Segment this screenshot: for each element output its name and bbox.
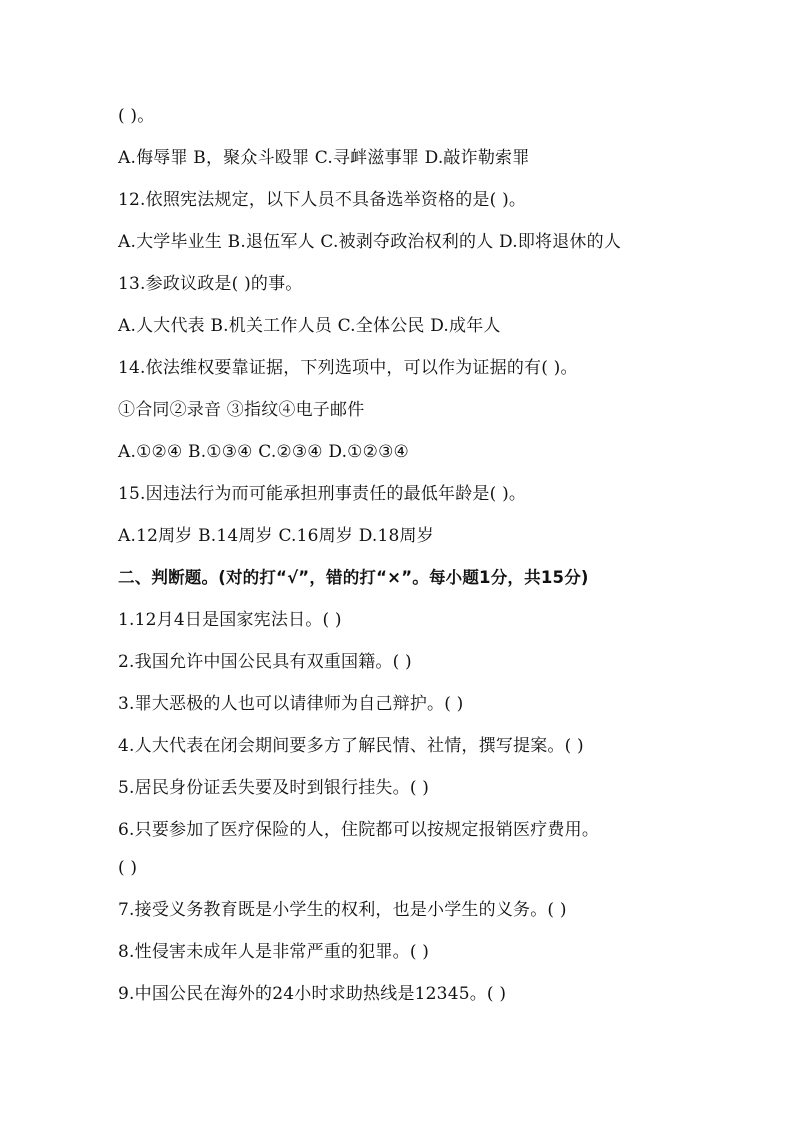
question-13: 13.参政议政是( )的事。 <box>118 274 303 294</box>
question-12: 12.依照宪法规定，以下人员不具备选举资格的是( )。 <box>118 190 527 210</box>
judgment-6: 6.只要参加了医疗保险的人，住院都可以按规定报销医疗费用。 <box>118 820 600 840</box>
judgment-6-blank: ( ) <box>118 858 138 878</box>
judgment-5: 5.居民身份证丢失要及时到银行挂失。( ) <box>118 778 430 798</box>
question-15: 15.因违法行为而可能承担刑事责任的最低年龄是( )。 <box>118 484 527 504</box>
question-14: 14.依法维权要靠证据，下列选项中，可以作为证据的有( )。 <box>118 358 578 378</box>
judgment-2: 2.我国允许中国公民具有双重国籍。( ) <box>118 652 412 672</box>
judgment-9: 9.中国公民在海外的24小时求助热线是12345。( ) <box>118 984 507 1004</box>
question-11-blank: ( )。 <box>118 106 155 126</box>
question-14-items: ①合同②录音 ③指纹④电子邮件 <box>118 400 365 420</box>
question-13-options: A.人大代表 B.机关工作人员 C.全体公民 D.成年人 <box>118 316 501 336</box>
question-14-options: A.①②④ B.①③④ C.②③④ D.①②③④ <box>118 442 409 462</box>
question-12-options: A.大学毕业生 B.退伍军人 C.被剥夺政治权利的人 D.即将退休的人 <box>118 232 622 252</box>
section-heading-true-false: 二、判断题。(对的打“√”，错的打“×”。每小题1分，共15分) <box>118 568 589 587</box>
question-15-options: A.12周岁 B.14周岁 C.16周岁 D.18周岁 <box>118 526 434 546</box>
question-11-options: A.侮辱罪 B，聚众斗殴罪 C.寻衅滋事罪 D.敲诈勒索罪 <box>118 148 530 168</box>
judgment-1: 1.12月4日是国家宪法日。( ) <box>118 610 342 630</box>
judgment-7: 7.接受义务教育既是小学生的权利，也是小学生的义务。( ) <box>118 900 567 920</box>
judgment-8: 8.性侵害未成年人是非常严重的犯罪。( ) <box>118 942 430 962</box>
judgment-4: 4.人大代表在闭会期间要多方了解民情、社情，撰写提案。( ) <box>118 736 584 756</box>
judgment-3: 3.罪大恶极的人也可以请律师为自己辩护。( ) <box>118 694 464 714</box>
